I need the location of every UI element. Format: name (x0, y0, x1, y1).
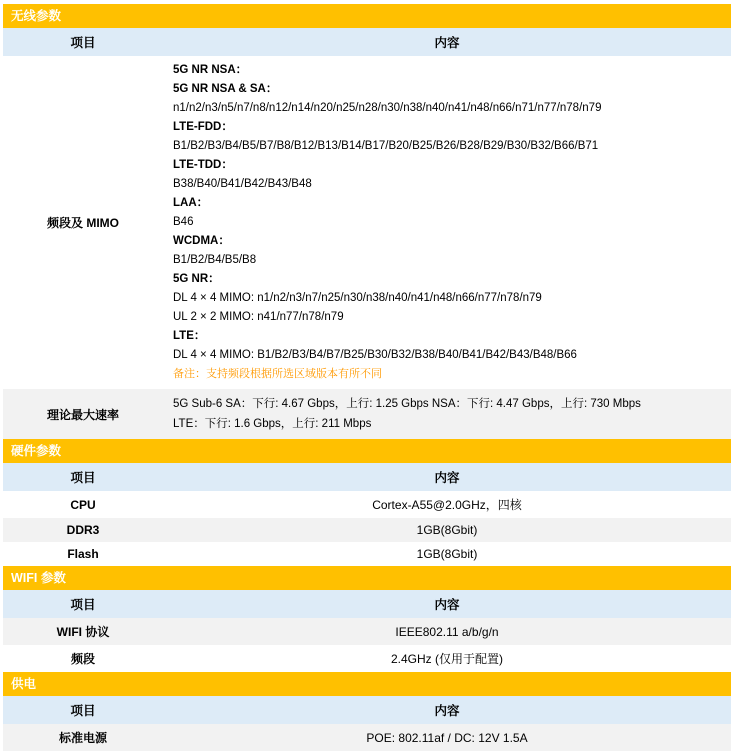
row-value-ddr3: 1GB(8Gbit) (163, 518, 731, 542)
row-label-wifi-protocol: WIFI 协议 (3, 618, 163, 645)
section-wifi (3, 566, 731, 672)
band-line: LTE-FDD： (173, 121, 233, 133)
section-band-filler (163, 672, 731, 696)
row-label-ddr3: DDR3 (3, 518, 163, 542)
section-hardware (3, 439, 731, 566)
section-band-power (3, 672, 731, 696)
band-line: n1/n2/n3/n5/n7/n8/n12/n14/n20/n25/n28/n30/n38/n40/n41/n48/n66/n71/n77/n78/n79 (173, 102, 602, 114)
row-label-wifi-band: 频段 (3, 645, 163, 672)
band-line: LTE： (173, 330, 206, 342)
row-label-max-rate: 理论最大速率 (3, 389, 163, 439)
band-line: WCDMA： (173, 235, 230, 247)
band-line: LAA： (173, 197, 209, 209)
section-band-filler (163, 4, 731, 28)
section-band-hardware (3, 439, 731, 463)
rate-line: 5G Sub-6 SA：下行: 4.67 Gbps，上行: 1.25 Gbps NSA：下行: 4.47 Gbps，上行: 730 Mbps (173, 398, 641, 410)
row-value-flash: 1GB(8Gbit) (163, 542, 731, 566)
band-note: 备注：支持频段根据所选区域版本有所不同 (173, 368, 382, 380)
row-label-bands: 频段及 MIMO (3, 56, 163, 389)
header-item: 项目 (3, 463, 163, 491)
header-content: 内容 (163, 590, 731, 618)
table-row (3, 542, 731, 566)
band-line: B46 (173, 216, 194, 228)
band-line: B1/B2/B3/B4/B5/B7/B8/B12/B13/B14/B17/B20/B25/B26/B28/B29/B30/B32/B66/B71 (173, 140, 599, 152)
row-label-cpu: CPU (3, 491, 163, 518)
header-content: 内容 (163, 696, 731, 724)
row-label-flash: Flash (3, 542, 163, 566)
row-label-standard-power: 标准电源 (3, 724, 163, 751)
row-value-cpu: Cortex-A55@2.0GHz，四核 (163, 491, 731, 518)
header-content: 内容 (163, 28, 731, 56)
table-row (3, 645, 731, 672)
table-row (3, 389, 731, 439)
header-content: 内容 (163, 463, 731, 491)
header-item: 项目 (3, 590, 163, 618)
section-power (3, 672, 731, 751)
rate-line: LTE：下行: 1.6 Gbps，上行: 211 Mbps (173, 418, 372, 430)
section-band-filler (163, 439, 731, 463)
row-value-max-rate (163, 389, 731, 439)
table-row (3, 518, 731, 542)
table-row (3, 56, 731, 389)
table-header-row (3, 28, 731, 56)
band-line: 5G NR NSA： (173, 64, 248, 76)
band-line: 5G NR： (173, 273, 220, 285)
table-header-row (3, 696, 731, 724)
row-value-bands (163, 56, 731, 389)
band-line: B1/B2/B4/B5/B8 (173, 254, 257, 266)
band-line: B38/B40/B41/B42/B43/B48 (173, 178, 312, 190)
row-value-wifi-band: 2.4GHz (仅用于配置) (163, 645, 731, 672)
section-band-title: 硬件参数 (3, 439, 163, 463)
section-band-title: 供电 (3, 672, 163, 696)
row-value-standard-power: POE: 802.11af / DC: 12V 1.5A (163, 724, 731, 751)
table-row (3, 724, 731, 751)
band-line: UL 2 × 2 MIMO: n41/n77/n78/n79 (173, 311, 344, 323)
row-value-wifi-protocol: IEEE802.11 a/b/g/n (163, 618, 731, 645)
section-band-title: 无线参数 (3, 4, 163, 28)
section-band-filler (163, 566, 731, 590)
header-item: 项目 (3, 28, 163, 56)
section-band-wireless (3, 4, 731, 28)
table-row (3, 491, 731, 518)
section-wireless (3, 4, 731, 439)
band-line: DL 4 × 4 MIMO: n1/n2/n3/n7/n25/n30/n38/n40/n41/n48/n66/n77/n78/n79 (173, 292, 542, 304)
table-row (3, 618, 731, 645)
band-line: 5G NR NSA & SA： (173, 83, 278, 95)
band-line: LTE-TDD： (173, 159, 233, 171)
section-band-title: WIFI 参数 (3, 566, 163, 590)
header-item: 项目 (3, 696, 163, 724)
table-header-row (3, 463, 731, 491)
section-band-wifi (3, 566, 731, 590)
table-header-row (3, 590, 731, 618)
band-line: DL 4 × 4 MIMO: B1/B2/B3/B4/B7/B25/B30/B32/B38/B40/B41/B42/B43/B48/B66 (173, 349, 577, 361)
